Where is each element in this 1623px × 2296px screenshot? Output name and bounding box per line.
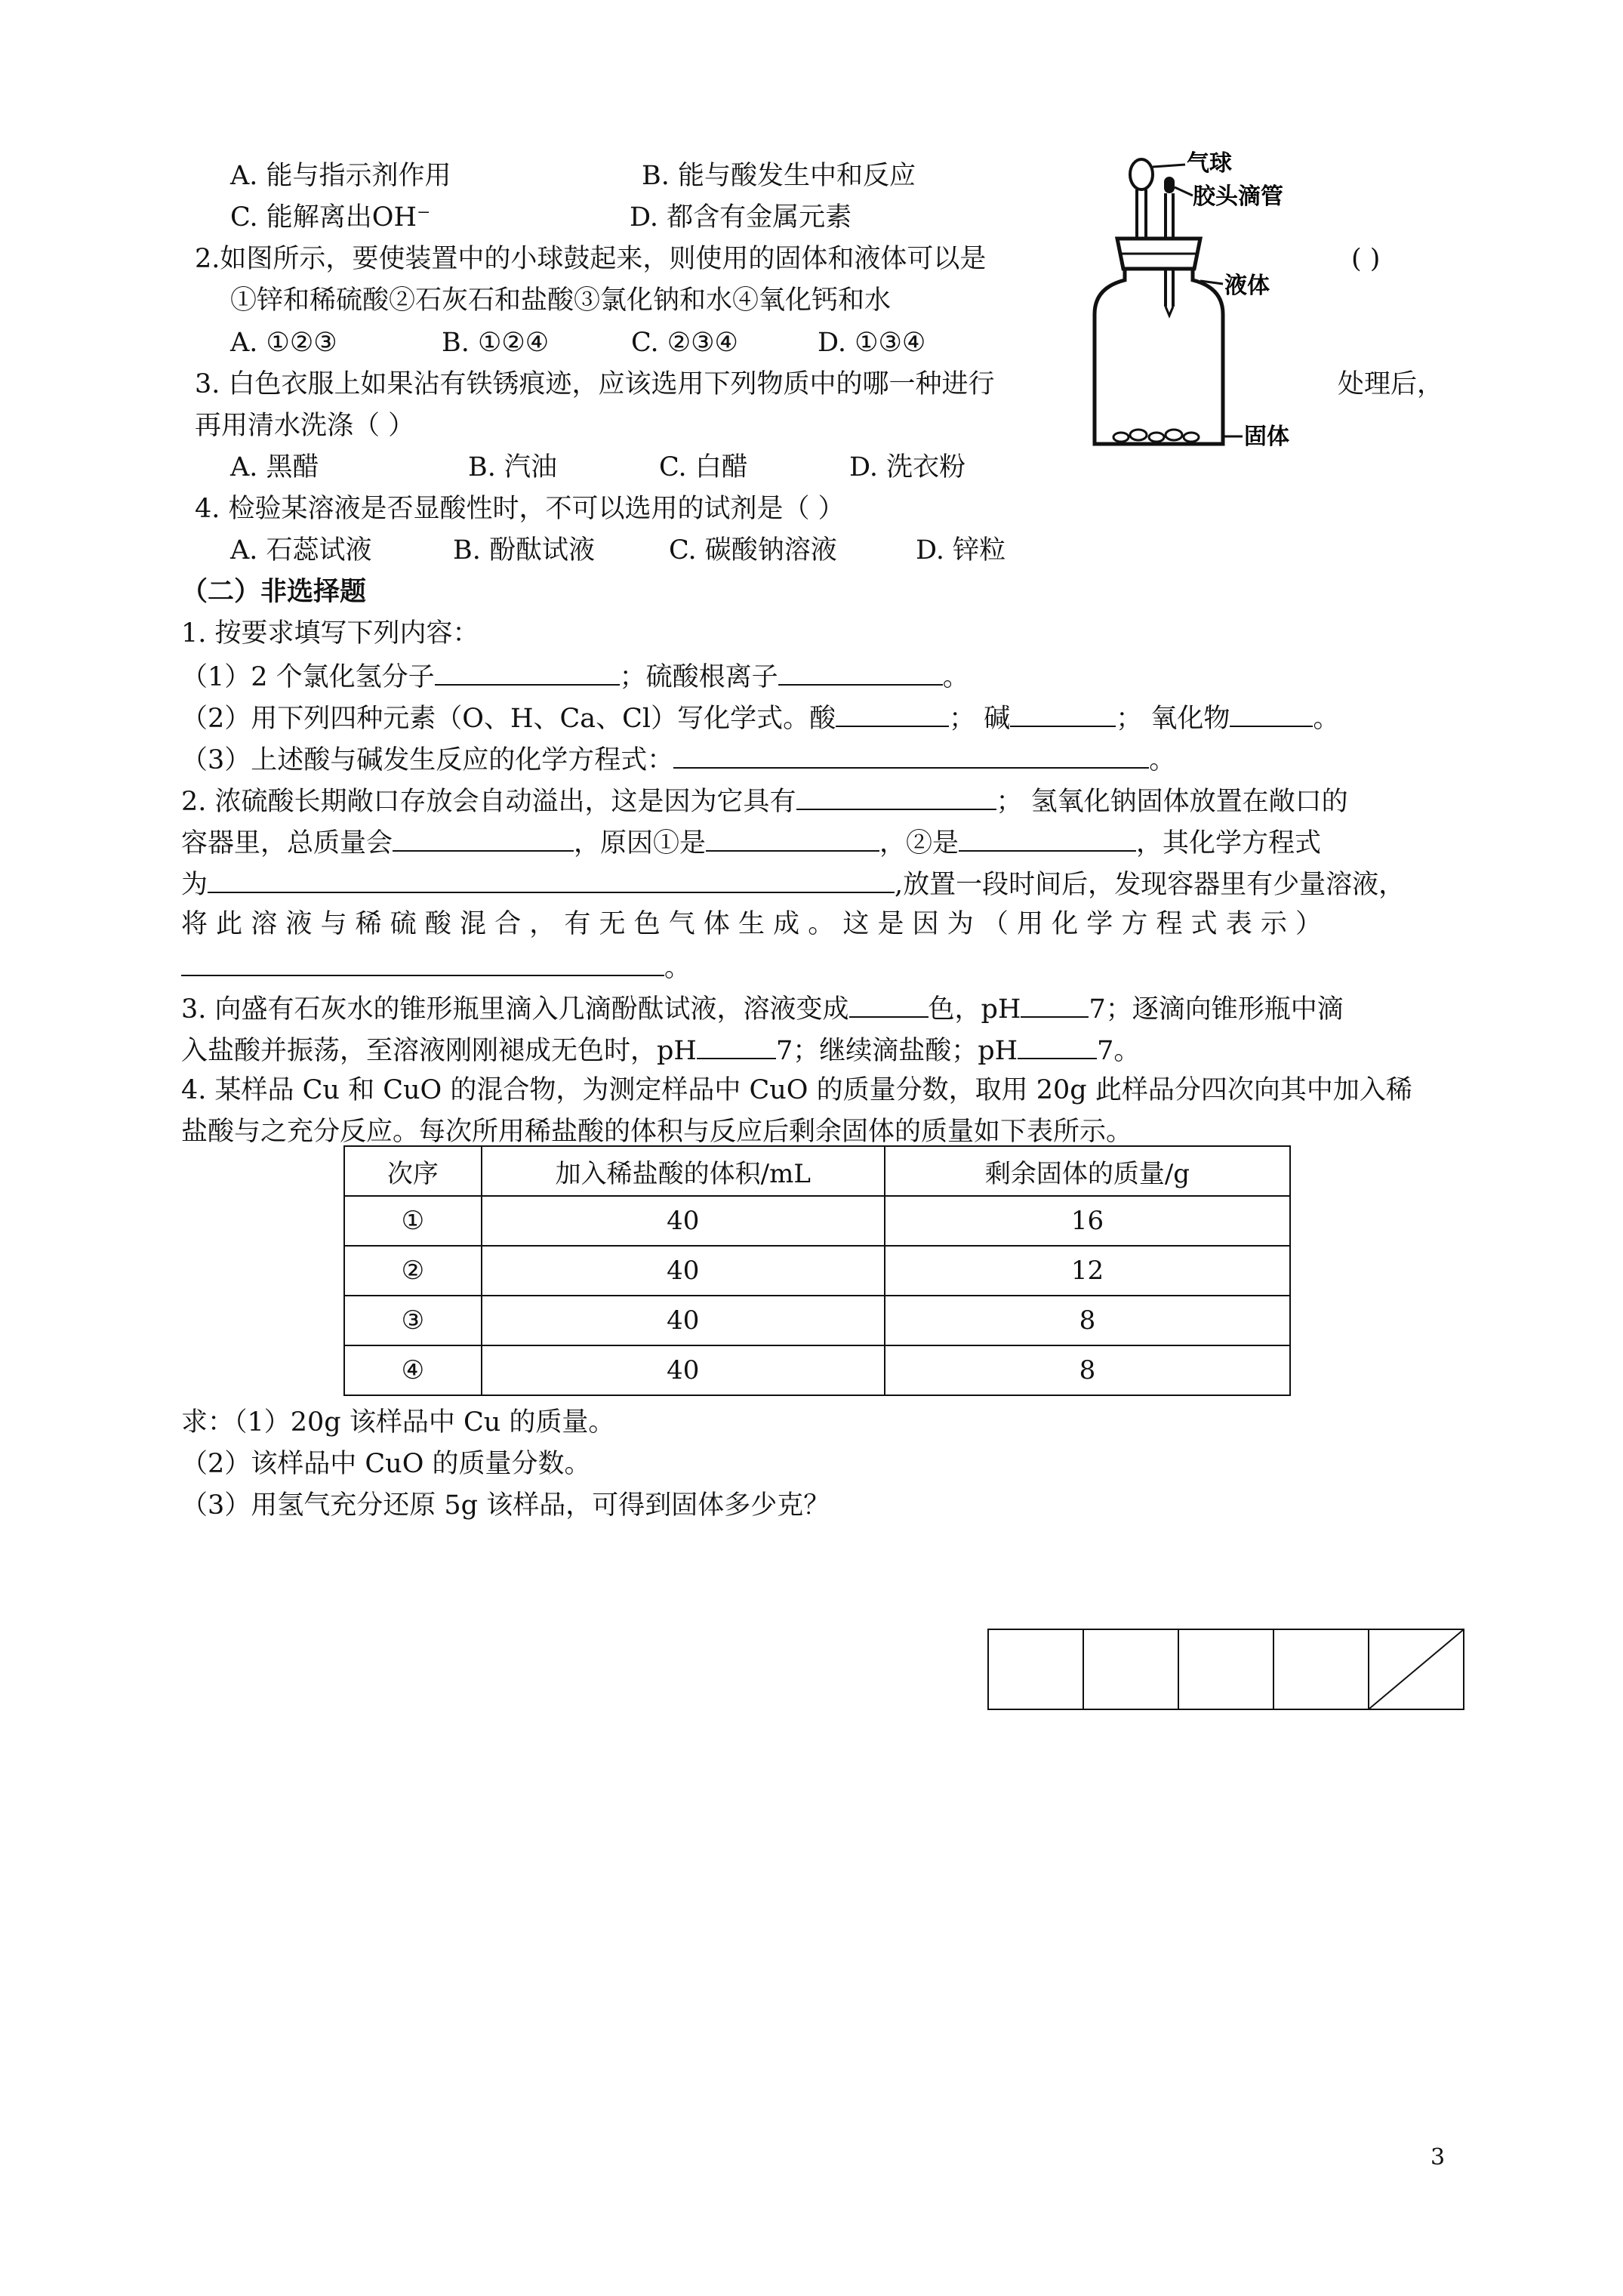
q2-list: ①锌和稀硫酸②石灰石和盐酸③氯化钠和水④氧化钙和水: [230, 285, 892, 316]
s2-q3-end: 7。: [1097, 1036, 1141, 1066]
blank-acid[interactable]: [836, 698, 949, 727]
q3-option-b: B. 汽油: [468, 452, 557, 482]
s2-q2-line2: [181, 823, 1321, 861]
q2-answer-paren: ( ): [1351, 244, 1381, 274]
blank-equation[interactable]: [673, 740, 1149, 769]
q2-option-b: B. ①②④: [442, 328, 550, 358]
blank-sulfate[interactable]: [778, 657, 943, 686]
header-order: 次序: [344, 1146, 482, 1196]
s2-q3-text5: 7；继续滴盐酸；pH: [775, 1036, 1018, 1066]
blank-naoh-equation[interactable]: [208, 864, 895, 893]
s2-q3-text2: 色，pH: [928, 994, 1021, 1025]
blank-hcl[interactable]: [435, 657, 620, 686]
q4-stem: 4. 检验某溶液是否显酸性时，不可以选用的试剂是（ ）: [195, 494, 845, 524]
s2-q1-1-text2: ；硫酸根离子: [619, 662, 778, 692]
blank-base[interactable]: [1010, 698, 1116, 727]
q2-option-a: A. ①②③: [230, 328, 337, 358]
s2-q2-line4: 将 此 溶 液 与 稀 硫 酸 混 合 ， 有 无 色 气 体 生 成 。 这 是 因 为 （ 用 化 学 方 程 式 表 示 ）: [181, 909, 1323, 939]
s2-q2-text2: ； 氢氧化钠固体放置在敞口的: [996, 787, 1348, 817]
s2-q1-3-text: （3）上述酸与碱发生反应的化学方程式：: [181, 745, 674, 775]
apparatus-diagram: [1087, 148, 1344, 458]
blank-ph3[interactable]: [1018, 1031, 1097, 1059]
score-box: [987, 1629, 1464, 1710]
s2-q2-text8: ,放置一段时间后，发现容器里有少量溶液，: [895, 870, 1406, 900]
liquid-label: 液体: [1224, 273, 1270, 299]
table-cell: 8: [885, 1296, 1290, 1345]
blank-property[interactable]: [796, 781, 996, 810]
s2-q3-text4: 入盐酸并振荡，至溶液刚刚褪成无色时，pH: [181, 1036, 697, 1066]
s2-q1-1: [181, 657, 969, 695]
s2-q1-2-base: ； 碱: [949, 704, 1011, 734]
data-table: [343, 1145, 1291, 1396]
score-cell[interactable]: [1084, 1630, 1179, 1709]
score-cell[interactable]: [1179, 1630, 1274, 1709]
header-volume: 加入稀盐酸的体积/mL: [482, 1146, 885, 1196]
s2-q2-line3: [181, 864, 1405, 903]
table-row: [344, 1296, 1290, 1345]
s2-q3-text3: 7；逐滴向锥形瓶中滴: [1089, 994, 1344, 1025]
table-row: [344, 1196, 1290, 1246]
section-heading: （二）非选择题: [181, 576, 367, 607]
balloon-shape: [1130, 159, 1153, 190]
balloon-label: 气球: [1187, 150, 1232, 177]
q2-option-c: C. ②③④: [631, 328, 738, 358]
s2-q2-text4: ，原因①是: [574, 828, 707, 858]
s2-q1: 1. 按要求填写下列内容：: [181, 618, 479, 649]
solid-pieces: [1113, 430, 1199, 442]
s2-q2-line1: [181, 781, 1348, 820]
blank-oxide[interactable]: [1230, 698, 1313, 727]
s2-q1-2-text: （2）用下列四种元素（O、H、Ca、Cl）写化学式。酸: [181, 704, 836, 734]
s2-q3-text1: 3. 向盛有石灰水的锥形瓶里滴入几滴酚酞试液，溶液变成: [181, 994, 849, 1025]
ask-1: 求：（1）20g 该样品中 Cu 的质量。: [181, 1407, 615, 1438]
bottle: [1095, 269, 1223, 444]
table-cell: ④: [344, 1345, 482, 1395]
s2-q1-1-text: （1）2 个氯化氢分子: [181, 662, 435, 692]
q2-option-d: D. ①③④: [818, 328, 926, 358]
s2-q4-line1: 4. 某样品 Cu 和 CuO 的混合物，为测定样品中 CuO 的质量分数，取用 20g 此样品分四次向其中加入稀: [181, 1075, 1412, 1105]
q3-stem: 3. 白色衣服上如果沾有铁锈痕迹，应该选用下列物质中的哪一种进行: [195, 369, 995, 399]
table-cell: 40: [482, 1246, 885, 1296]
q3-option-c: C. 白醋: [659, 452, 748, 482]
s2-q2-line5: [181, 948, 691, 986]
header-mass: 剩余固体的质量/g: [885, 1146, 1290, 1196]
table-cell: 40: [482, 1196, 885, 1246]
table-cell: ③: [344, 1296, 482, 1345]
s2-q1-3-end: 。: [1149, 745, 1176, 775]
s2-q2-end: 。: [664, 953, 691, 983]
dropper-label: 胶头滴管: [1193, 183, 1283, 210]
s2-q3-line1: [181, 989, 1344, 1028]
s2-q2-text1: 2. 浓硫酸长期敞口存放会自动溢出，这是因为它具有: [181, 787, 796, 817]
solid-label: 固体: [1244, 424, 1289, 450]
q1-option-b: B. 能与酸发生中和反应: [642, 161, 916, 191]
blank-ph2[interactable]: [697, 1031, 776, 1059]
table-cell: 40: [482, 1345, 885, 1395]
table-row: [344, 1345, 1290, 1395]
table-cell: 8: [885, 1345, 1290, 1395]
blank-reason1[interactable]: [706, 823, 879, 852]
q4-option-c: C. 碳酸钠溶液: [669, 535, 837, 566]
s2-q3-line2: [181, 1031, 1140, 1069]
table-cell: ①: [344, 1196, 482, 1246]
blank-reason2[interactable]: [959, 823, 1136, 852]
blank-color[interactable]: [849, 989, 929, 1018]
table-cell: 40: [482, 1296, 885, 1345]
q3-line2: 再用清水洗涤（ ）: [195, 411, 415, 441]
q4-option-b: B. 酚酞试液: [453, 535, 595, 566]
s2-q1-2: [181, 698, 1339, 737]
q1-option-c: C. 能解离出OH⁻: [230, 202, 431, 233]
q4-option-d: D. 锌粒: [916, 535, 1006, 566]
blank-ph1[interactable]: [1021, 989, 1089, 1018]
blank-mass-change[interactable]: [393, 823, 574, 852]
score-cell-diagonal: [1369, 1630, 1463, 1709]
s2-q2-text6: ，其化学方程式: [1136, 828, 1322, 858]
s2-q4-line2: 盐酸与之充分反应。每次所用稀盐酸的体积与反应后剩余固体的质量如下表所示。: [181, 1117, 1133, 1147]
ask-3: （3）用氢气充分还原 5g 该样品，可得到固体多少克？: [181, 1490, 830, 1521]
s2-q1-1-end: 。: [942, 662, 969, 692]
page-number: 3: [1431, 2144, 1446, 2171]
table-cell: 16: [885, 1196, 1290, 1246]
s2-q2-text5: ，②是: [879, 828, 959, 858]
score-cell[interactable]: [1274, 1630, 1369, 1709]
table-cell: 12: [885, 1246, 1290, 1296]
score-cell[interactable]: [989, 1630, 1084, 1709]
s2-q2-text7: 为: [181, 870, 208, 900]
s2-q1-3: [181, 740, 1175, 778]
blank-gas-equation[interactable]: [181, 948, 664, 976]
q4-option-a: A. 石蕊试液: [230, 535, 372, 566]
s2-q1-2-oxide: ； 氧化物: [1116, 704, 1230, 734]
ask-2: （2）该样品中 CuO 的质量分数。: [181, 1449, 591, 1479]
q2-stem: 2.如图所示，要使装置中的小球鼓起来，则使用的固体和液体可以是: [195, 244, 987, 274]
q1-option-d: D. 都含有金属元素: [630, 202, 852, 233]
table-header-row: [344, 1146, 1290, 1196]
s2-q1-2-end: 。: [1313, 704, 1340, 734]
q3-option-a: A. 黑醋: [230, 452, 319, 482]
dropper-bulb: [1164, 177, 1175, 193]
table-cell: ②: [344, 1246, 482, 1296]
q3-stem-tail: 处理后，: [1338, 369, 1444, 399]
s2-q2-text3: 容器里，总质量会: [181, 828, 393, 858]
table-row: [344, 1246, 1290, 1296]
q3-option-d: D. 洗衣粉: [849, 452, 966, 482]
q1-option-a: A. 能与指示剂作用: [230, 161, 451, 191]
